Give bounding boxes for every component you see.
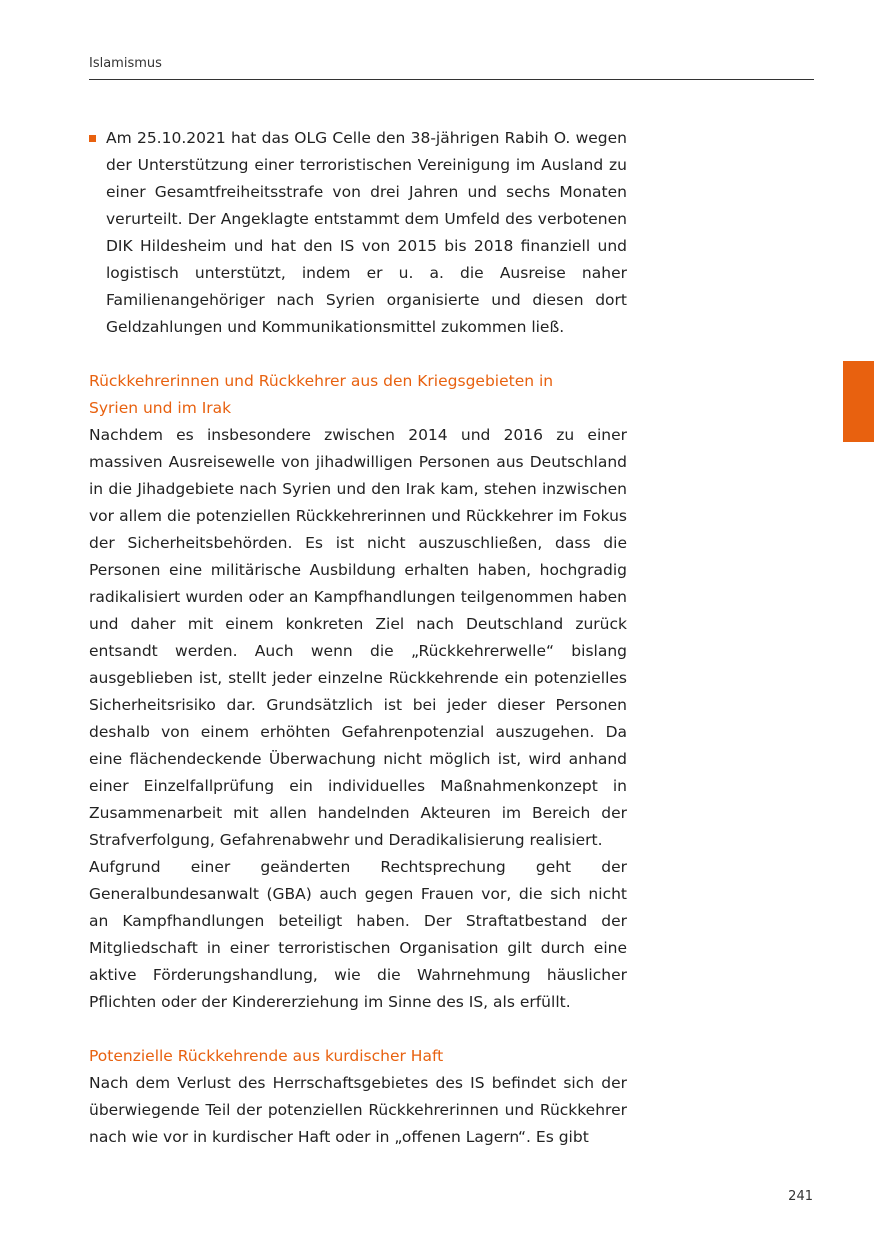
- bullet-item: [89, 125, 627, 341]
- paragraph: Aufgrund einer geänderten Rechtsprechung geht der Generalbundesanwalt (GBA) auch gegen Frauen vor, die sich nicht an Kampfhandlungen beteiligt haben. Der Straftatbestand der Mitgliedschaft in einer terroristischen Organisation gilt durch eine aktive Förderungshandlung, wie die Wahrnehmung häuslicher Pflichten oder der Kindererziehung im Sinne des IS, als erfüllt.: [89, 858, 627, 1011]
- header-rule: [89, 79, 814, 80]
- running-header: Islamismus: [89, 56, 162, 71]
- paragraph: Nachdem es insbesondere zwischen 2014 und 2016 zu einer massiven Ausreisewelle von jihadwilligen Personen aus Deutschland in die Jihadgebiete nach Syrien und den Irak kam, stehen inzwischen vor allem die potenziellen Rückkehrerinnen und Rückkehrer im Fokus der Sicherheitsbehörden. Es ist nicht auszuschließen, dass die Personen eine militärische Ausbildung erhalten haben, hochgradig radikalisiert wurden oder an Kampfhandlungen teilgenommen haben und daher mit einem konkreten Ziel nach Deutschland zurück entsandt werden. Auch wenn die „Rückkehrerwelle“ bislang ausgeblieben ist, stellt jeder einzelne Rückkehrende ein potenzielles Sicherheitsrisiko dar. Grundsätzlich ist bei jeder dieser Personen deshalb von einem erhöhten Gefahrenpotenzial auszugehen. Da eine flächendeckende Überwachung nicht möglich ist, wird anhand einer Einzelfallprüfung ein individuelles Maßnahmenkonzept in Zusammenarbeit mit allen handelnden Akteuren im Bereich der Strafverfolgung, Gefahrenabwehr und Deradikalisierung realisiert.: [89, 426, 627, 849]
- paragraph: Nach dem Verlust des Herrschaftsgebietes des IS befindet sich der überwiegende Teil der potenziellen Rückkehrerinnen und Rückkehrer nach wie vor in kurdischer Haft oder in „offenen Lagern“. Es gibt: [89, 1074, 627, 1146]
- section-heading-kurdish-custody: Potenzielle Rückkehrende aus kurdischer Haft: [89, 1047, 444, 1065]
- square-bullet-icon: [89, 135, 96, 142]
- chapter-tab-marker: [843, 361, 874, 442]
- page-number: 241: [788, 1189, 813, 1204]
- section-heading-returnees: Rückkehrerinnen und Rückkehrer aus den Kriegsgebieten in Syrien und im Irak: [89, 372, 554, 417]
- page-content: [89, 125, 627, 1151]
- bullet-text: Am 25.10.2021 hat das OLG Celle den 38-jährigen Rabih O. wegen der Unterstützung einer terroristischen Vereinigung im Ausland zu einer Gesamtfreiheitsstrafe von drei Jahren und sechs Monaten verurteilt. Der Angeklagte entstammt dem Umfeld des verbotenen DIK Hildesheim und hat den IS von 2015 bis 2018 finanziell und logistisch unterstützt, indem er u. a. die Ausreise naher Familienangehöriger nach Syrien organisierte und diesen dort Geldzahlungen und Kommunikationsmittel zukommen ließ.: [106, 129, 627, 336]
